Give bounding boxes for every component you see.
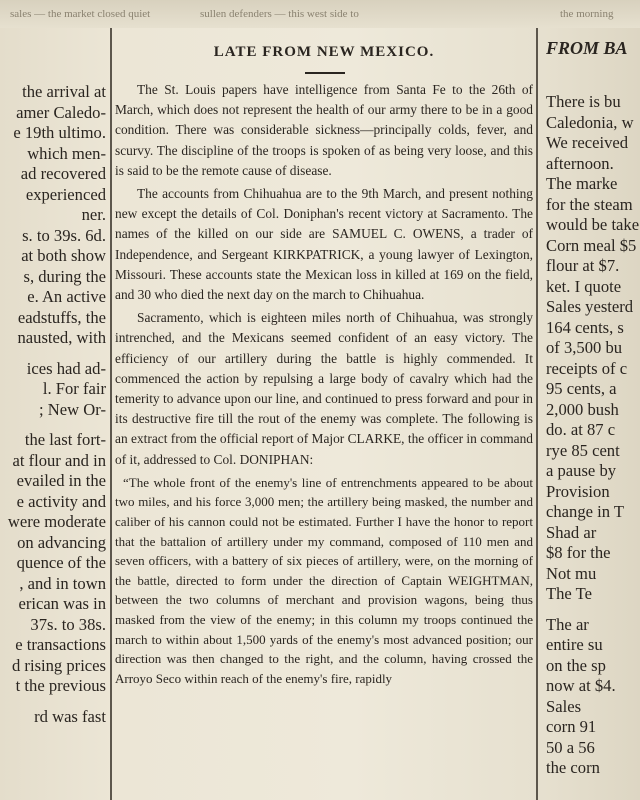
right-column-text [546, 92, 639, 779]
right_column-line: Not mu [546, 563, 597, 583]
right_column-line: The Te [546, 584, 592, 603]
article-paragraph-2: The accounts from Chihuahua are to the 9th March, and present nothing new except the details of Col. Doniphan's recent victory at Sacramento. The names of the killed on our side are SAMUEL C. OWENS, a trader of Independence, and Sergeant KIRKPATRICK, a young lawyer of Lexington, Missouri. These accounts state the Mexican loss in killed at 169 on the field, and 30 who died the next day on the march to Chihuahua. [115, 186, 533, 303]
right_column-line: of 3,500 bu [546, 338, 623, 357]
left_column-line: ; New Or- [39, 399, 106, 419]
right_column-line: change in T [546, 502, 625, 521]
article-quote-paragraph: “The whole front of the enemy's line of entrenchments appeared to be about two miles, and his force 3,000 men; the artillery being masked, the number and caliber of his cannon could not be estimated. Further I have the honor to report that the battalion of artillery under my command, composed of 110 men and seven officers, with a battery of six pieces of artillery, were, on the morning of the battle, directed to form under the direction of Captain WEIGHTMAN, between the two columns of merchant and provision wagons, being thus masked from the view of the enemy; in this column my troops continued the march to within about 1,500 yards of the enemy's most advanced position; our direction was then changed to the right, and the column, having crossed the Arroyo Seco within reach of the enemy's fire, rapidly [115, 474, 533, 686]
left_column-line: e activity and [16, 491, 106, 511]
left_column-line: e 19th ultimo. [13, 123, 106, 142]
right_column-line: ket. I quote [546, 276, 622, 296]
left-column [0, 0, 106, 800]
left_column-line: l. For fair [42, 379, 106, 398]
right-column [540, 0, 640, 800]
right_column-line: Sales yesterd [546, 297, 634, 316]
article-paragraph-1: The St. Louis papers have intelligence from Santa Fe to the 26th of March, which does not represent the health of our army there to be in a good condition. There was considerable sickness—principally colds, fever, and scurvy. The discipline of the troops is spoken of as being very loose, and this is said to be the remote cause of disease. [115, 82, 533, 178]
left_column-line: the arrival at [22, 82, 106, 101]
right_column-line: receipts of c [546, 358, 628, 378]
top-strip-right-text: the morning [560, 8, 614, 20]
right-column-heading: FROM BA [546, 38, 628, 58]
right_column-line [546, 605, 639, 615]
left_column-line: e transactions [15, 635, 106, 654]
right_column-line: Provision [546, 481, 610, 501]
left_column-line: s. to 39s. 6d. [22, 225, 106, 245]
left_column-line [8, 349, 106, 359]
left_column-line: on advancing [17, 532, 106, 552]
left_column-line: evailed in the [16, 471, 106, 490]
left_column-line: rd was fast [34, 706, 106, 726]
right_column-line: entire su [546, 635, 603, 654]
right_column-line: for the steam [546, 194, 633, 214]
right_column-line: corn 91 [546, 717, 597, 736]
left_column-line: eadstuffs, the [17, 307, 106, 327]
left_column-line: the last fort- [24, 430, 106, 449]
left_column-line: , and in town [19, 573, 106, 593]
article-heading: LATE FROM NEW MEXICO. [213, 44, 435, 60]
left_column-line: erican was in [18, 594, 106, 613]
right_column-line: The ar [546, 614, 589, 634]
left_column-line: experienced [25, 184, 106, 204]
article-body [115, 80, 533, 688]
left_column-line: e. An active [27, 287, 106, 306]
right_column-line: 95 cents, a [546, 379, 617, 398]
column-divider-right [536, 28, 538, 800]
left_column-line: were moderate [7, 512, 106, 531]
top-strip-left-text: sales — the market closed quiet [10, 8, 151, 20]
right_column-line: would be take [546, 215, 640, 234]
right_column-line: a pause by [546, 461, 617, 480]
right_column-line: now at $4. [546, 676, 616, 695]
left_column-line [8, 420, 106, 430]
article-paragraph-3: Sacramento, which is eighteen miles north of Chihuahua, was strongly intrenched, and the Mexicans seemed confident of an easy victory. The efficiency of our artillery during the battle is highly commended. It commenced the action by repulsing a large body of cavalry which had the temerity to advance upon our line, and continued to press forward and pour in its destructive fire till the rout of the enemy was complete. The following is an extract from the official report of Major CLARKE, the officer in command of it, addressed to Col. DONIPHAN: [115, 310, 533, 467]
left_column-line: s, during the [23, 266, 106, 286]
right_column-line: Corn meal $5 [546, 235, 637, 255]
left_column-line: amer Caledo- [16, 102, 106, 122]
left_column-line: 37s. to 38s. [30, 614, 106, 634]
left_column-line: ad recovered [20, 164, 106, 183]
right_column-line: There is bu [546, 92, 621, 111]
column-divider-left [110, 28, 112, 800]
right_column-line: 164 cents, s [546, 317, 624, 337]
left_column-line: nausted, with [17, 328, 106, 347]
article-column [115, 0, 533, 800]
right_column-line: Sales [546, 696, 582, 716]
right_column-line: $8 for the [546, 543, 611, 562]
right_column-line: the corn [546, 758, 600, 777]
left_column-line: at flour and in [12, 450, 106, 470]
right_column-line: 2,000 bush [546, 399, 619, 419]
left_column-line: quence of the [16, 553, 106, 572]
heading-rule [305, 72, 345, 74]
right_column-line: We received [546, 133, 629, 152]
left_column-line: t the previous [15, 676, 106, 695]
right_column-line: rye 85 cent [546, 440, 620, 460]
left_column-line: d rising prices [11, 655, 106, 675]
left_column-line: ner. [81, 205, 106, 224]
left_column-line: which men- [27, 143, 106, 163]
right_column-line: 50 a 56 [546, 737, 595, 757]
left-column-text [8, 82, 106, 727]
right_column-line: Caledonia, w [546, 112, 634, 132]
left_column-line: ices had ad- [26, 358, 106, 378]
right_column-line: on the sp [546, 655, 606, 675]
right_column-line: flour at $7. [546, 256, 620, 275]
left_column-line [8, 697, 106, 707]
right_column-line: do. at 87 c [546, 420, 616, 439]
top-strip-mid-text: sullen defenders — this west side to [200, 8, 359, 20]
left_column-line: at both show [21, 246, 106, 265]
right_column-line: Shad ar [546, 522, 597, 542]
right_column-line: afternoon. [546, 153, 614, 173]
right_column-line: The marke [546, 174, 618, 193]
